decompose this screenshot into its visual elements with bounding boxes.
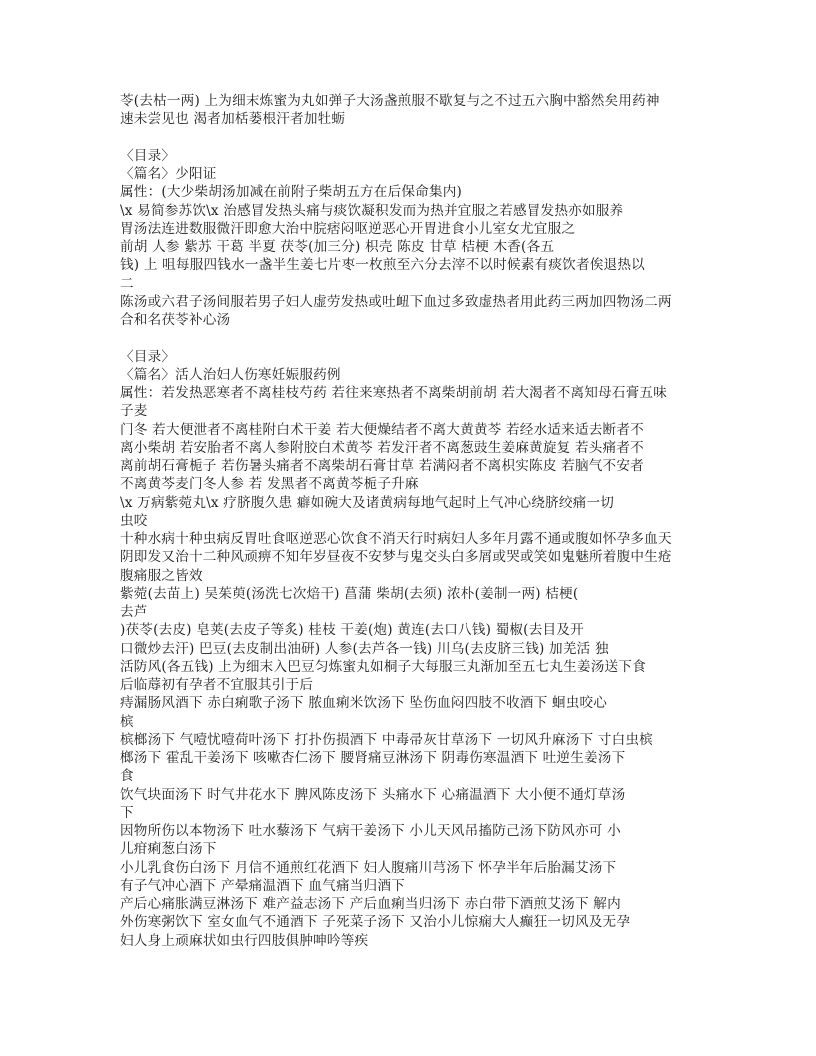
text-line: 腹痛服之皆效 bbox=[120, 567, 203, 584]
text-line: 产后心痛胀满豆淋汤下 难产益志汤下 产后血痢当归汤下 赤白带下酒煎艾汤下 解内 bbox=[120, 896, 621, 912]
text-line: 槟 bbox=[120, 713, 134, 730]
text-line: 不离黄芩麦门冬人参 若 发黑者不离黄芩栀子升麻 bbox=[120, 476, 419, 493]
text-line: 妇人身上顽麻状如虫行四肢俱肿呻吟等疾 bbox=[120, 932, 369, 949]
text-line: 儿疳痢葱白汤下 bbox=[120, 841, 217, 858]
text-line: 虫咬 bbox=[120, 512, 148, 529]
text-line: \x 易简参苏饮\x 治感冒发热头痛与痰饮凝积发而为热并宜服之若感冒发热亦如服养 bbox=[120, 202, 624, 219]
blank-line bbox=[120, 129, 700, 147]
attribute-line: 属性：若发热恶寒者不离桂枝芍药 若往来寒热者不离柴胡前胡 若大渴者不离知母石膏五味 bbox=[120, 385, 667, 401]
text-line: 饮气块面汤下 时气井花水下 脾风陈皮汤下 头痛水下 心痛温酒下 大小便不通灯草汤 bbox=[120, 786, 626, 803]
text-line: 合和名茯苓补心汤 bbox=[120, 312, 231, 328]
toc-marker: 〈目录〉 bbox=[120, 147, 176, 164]
toc-marker: 〈目录〉 bbox=[120, 348, 176, 365]
text-line: 因物所伤以本物汤下 吐水藜汤下 气病干姜汤下 小儿天风吊搐防己汤下防风亦可 小 bbox=[120, 823, 621, 839]
text-line: 前胡 人参 紫苏 干葛 半夏 茯苓(加三分) 枳壳 陈皮 甘草 桔梗 木香(各五 bbox=[120, 239, 555, 255]
text-line: 陈汤或六君子汤间服若男子妇人虚劳发热或吐衄下血过多致虚热者用此药三两加四物汤二两 bbox=[120, 293, 672, 310]
text-line: 下 bbox=[120, 804, 134, 821]
text-line: 苓(去枯一两) 上为细末炼蜜为丸如弹子大汤盏煎服不歇复与之不过五六胸中豁然矣用药神 bbox=[120, 93, 660, 109]
text-line: 离前胡石膏栀子 若伤暑头痛者不离柴胡石膏甘草 若满闷者不离枳实陈皮 若脑气不安者 bbox=[120, 458, 644, 474]
text-line: 外伤寒粥饮下 室女血气不通酒下 子死菜子汤下 又治小儿惊痫大人癫狂一切风及无孕 bbox=[120, 914, 631, 931]
text-line: 二 bbox=[120, 275, 134, 292]
blank-line bbox=[120, 329, 700, 347]
attribute-line: 属性：(大少柴胡汤加减在前附子柴胡五方在后保命集内) bbox=[120, 184, 463, 201]
text-line: 子麦 bbox=[120, 403, 148, 420]
text-line: 门冬 若大便泄者不离桂附白术干姜 若大便燥结者不离大黄黄芩 若经水适来适去断者不 bbox=[120, 421, 644, 438]
text-line: 痔漏肠风酒下 赤白痢歌子汤下 脓血痢米饮汤下 坠伤血闷四肢不收酒下 蛔虫咬心 bbox=[120, 695, 608, 712]
text-line: 口微炒去汗) 巴豆(去皮制出油研) 人参(去芦各一钱) 川乌(去皮脐三钱) 加羌活 独 bbox=[120, 640, 609, 657]
text-line: 榔汤下 霍乱干姜汤下 咳嗽杏仁汤下 腰肾痛豆淋汤下 阴毒伤寒温酒下 吐逆生姜汤下 bbox=[120, 750, 626, 766]
text-line: )茯苓(去皮) 皂荚(去皮子等炙) 桂枝 干姜(炮) 黄连(去口八钱) 蜀椒(去目及开 bbox=[120, 622, 584, 639]
text-line: 胃汤法连进数服微汗即愈大治中脘痞闷呕逆恶心开胃进食小儿室女尤宜服之 bbox=[120, 220, 576, 237]
text-line: 有子气冲心酒下 产晕痛温酒下 血气痛当归酒下 bbox=[120, 877, 405, 894]
text-line: 钱) 上 咀每服四钱水一盏半生姜七片枣一枚煎至六分去滓不以时候素有痰饮者俟退热以 bbox=[120, 257, 645, 274]
text-line: 小儿乳食伤白汤下 月信不通煎红花酒下 妇人腹痛川芎汤下 怀孕半年后胎漏艾汤下 bbox=[120, 859, 617, 876]
text-line: 槟榔汤下 气噎忧噎荷叶汤下 打扑伤损酒下 中毒帚灰甘草汤下 一切风升麻汤下 寸白虫槟 bbox=[120, 731, 653, 748]
text-line: 速未尝见也 渴者加栝蒌根汗者加牡蛎 bbox=[120, 111, 346, 128]
section-title: 〈篇名〉活人治妇人伤寒妊娠服药例 bbox=[120, 366, 341, 383]
text-line: 食 bbox=[120, 768, 134, 785]
document-page bbox=[120, 92, 700, 950]
section-title: 〈篇名〉少阳证 bbox=[120, 166, 217, 182]
text-line: 紫菀(去苗上) 吴茱萸(汤洗七次焙干) 菖蒲 柴胡(去须) 浓朴(姜制一两) 桔梗( bbox=[120, 585, 579, 602]
text-line: 去芦 bbox=[120, 604, 148, 620]
text-line: 十种水病十种虫病反胃吐食呕逆恶心饮食不消天行时病妇人多年月露不通或腹如怀孕多血天 bbox=[120, 531, 672, 547]
text-line: 后临蓐初有孕者不宜服其引于后 bbox=[120, 677, 314, 693]
text-line: 活防风(各五钱) 上为细末入巴豆匀炼蜜丸如桐子大每服三丸渐加至五七丸生姜汤送下食 bbox=[120, 658, 646, 675]
text-line: \x 万病紫菀丸\x 疗脐腹久患 癖如碗大及诸黄病每地气起时上气冲心绕脐绞痛一切 bbox=[120, 494, 615, 511]
text-line: 离小柴胡 若安胎者不离人参附胶白术黄芩 若发汗者不离葱豉生姜麻黄旋复 若头痛者不 bbox=[120, 439, 644, 456]
text-line: 阴即发又治十二种风顽痹不知年岁昼夜不安梦与鬼交头白多屑或哭或笑如鬼魅所着腹中生疮 bbox=[120, 549, 672, 566]
